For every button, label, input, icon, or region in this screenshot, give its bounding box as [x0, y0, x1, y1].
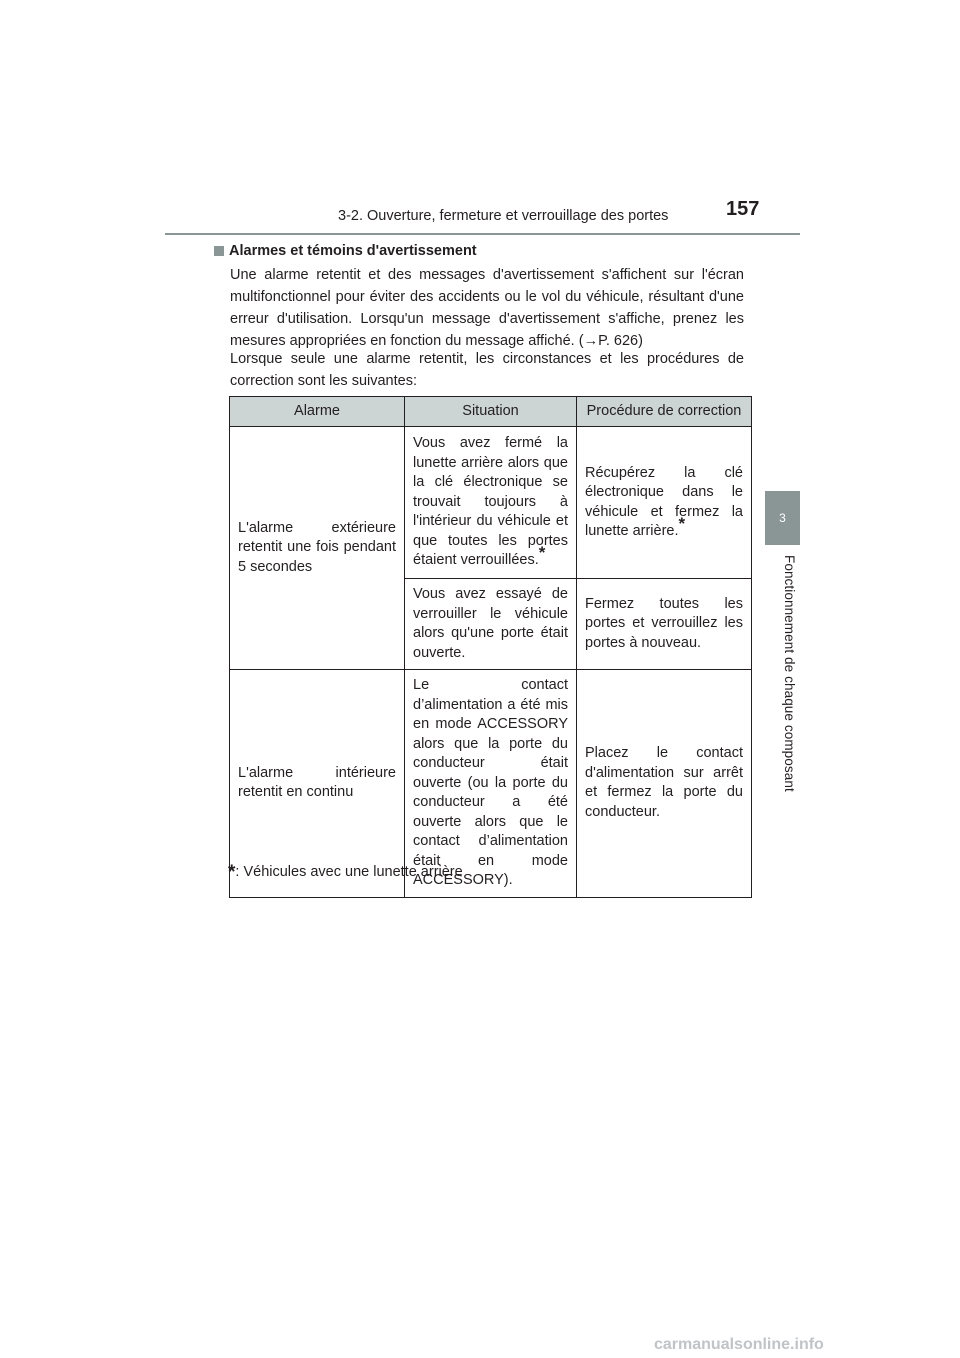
footnote-asterisk: * [678, 514, 686, 534]
subsection-heading [214, 243, 477, 259]
procedure-paragraph: Lorsque seule une alarme retentit, les circonstances et les procédures de correction sont les suivantes: [230, 351, 744, 389]
situation-text: Vous avez fermé la lunette arrière alors que la clé électronique se trouvait toujours à l'intérieur du véhicule et que toutes les portes étaient verrouillées. [413, 435, 568, 569]
alarm-cell: L'alarme extérieure retentit une fois pendant 5 secondes [230, 427, 405, 670]
situation-cell [405, 427, 577, 579]
situation-cell: Vous avez essayé de verrouiller le véhicule alors qu'une porte était ouverte. [405, 579, 577, 670]
heading-text: Alarmes et témoins d'avertissement [229, 243, 477, 259]
correction-cell [577, 427, 752, 579]
header-divider [165, 233, 800, 235]
column-header-correction: Procédure de correction [577, 397, 752, 427]
table-header-row [230, 397, 752, 427]
chapter-tab [765, 491, 800, 545]
correction-cell: Fermez toutes les portes et verrouillez les portes à nouveau. [577, 579, 752, 670]
chapter-tab-number: 3 [779, 511, 786, 525]
watermark: carmanualsonline.info [654, 1336, 824, 1353]
footnote-asterisk: * [228, 862, 236, 883]
correction-cell: Placez le contact d'alimentation sur arrêt et fermez la porte du conducteur. [577, 670, 752, 898]
chapter-title: Fonctionnement de chaque composant [782, 555, 797, 792]
table-row [230, 427, 752, 579]
page-number: 157 [726, 198, 760, 220]
situation-cell: Le contact d’alimentation a été mis en mode ACCESSORY alors que la porte du conducteur était ouverte (ou la porte du conducteur a été ouverte alors que le contact d’alimentation était en mode ACCESSORY). [405, 670, 577, 898]
alarm-table [229, 396, 752, 898]
column-header-situation: Situation [405, 397, 577, 427]
footnote-text: : Véhicules avec une lunette arrière [235, 864, 463, 880]
column-header-alarm: Alarme [230, 397, 405, 427]
square-bullet-icon [214, 246, 224, 256]
footnote-asterisk: * [538, 543, 546, 563]
footnote [228, 862, 463, 884]
section-title: 3-2. Ouverture, fermeture et verrouillage des portes [338, 208, 669, 224]
alarm-cell: L'alarme intérieure retentit en continu [230, 670, 405, 898]
correction-text: Récupérez la clé électronique dans le véhicule et fermez la lunette arrière. [585, 464, 743, 539]
intro-paragraph: Une alarme retentit et des messages d'avertissement s'affichent sur l'écran multifonctionnel pour éviter des accidents ou le vol du véhicule, résultant d'une erreur d'utilisation. Lorsqu'un message d'avertissement s'affiche, prenez les mesures appropriées en fonction du message affiché. (→P. 626) [230, 267, 744, 349]
